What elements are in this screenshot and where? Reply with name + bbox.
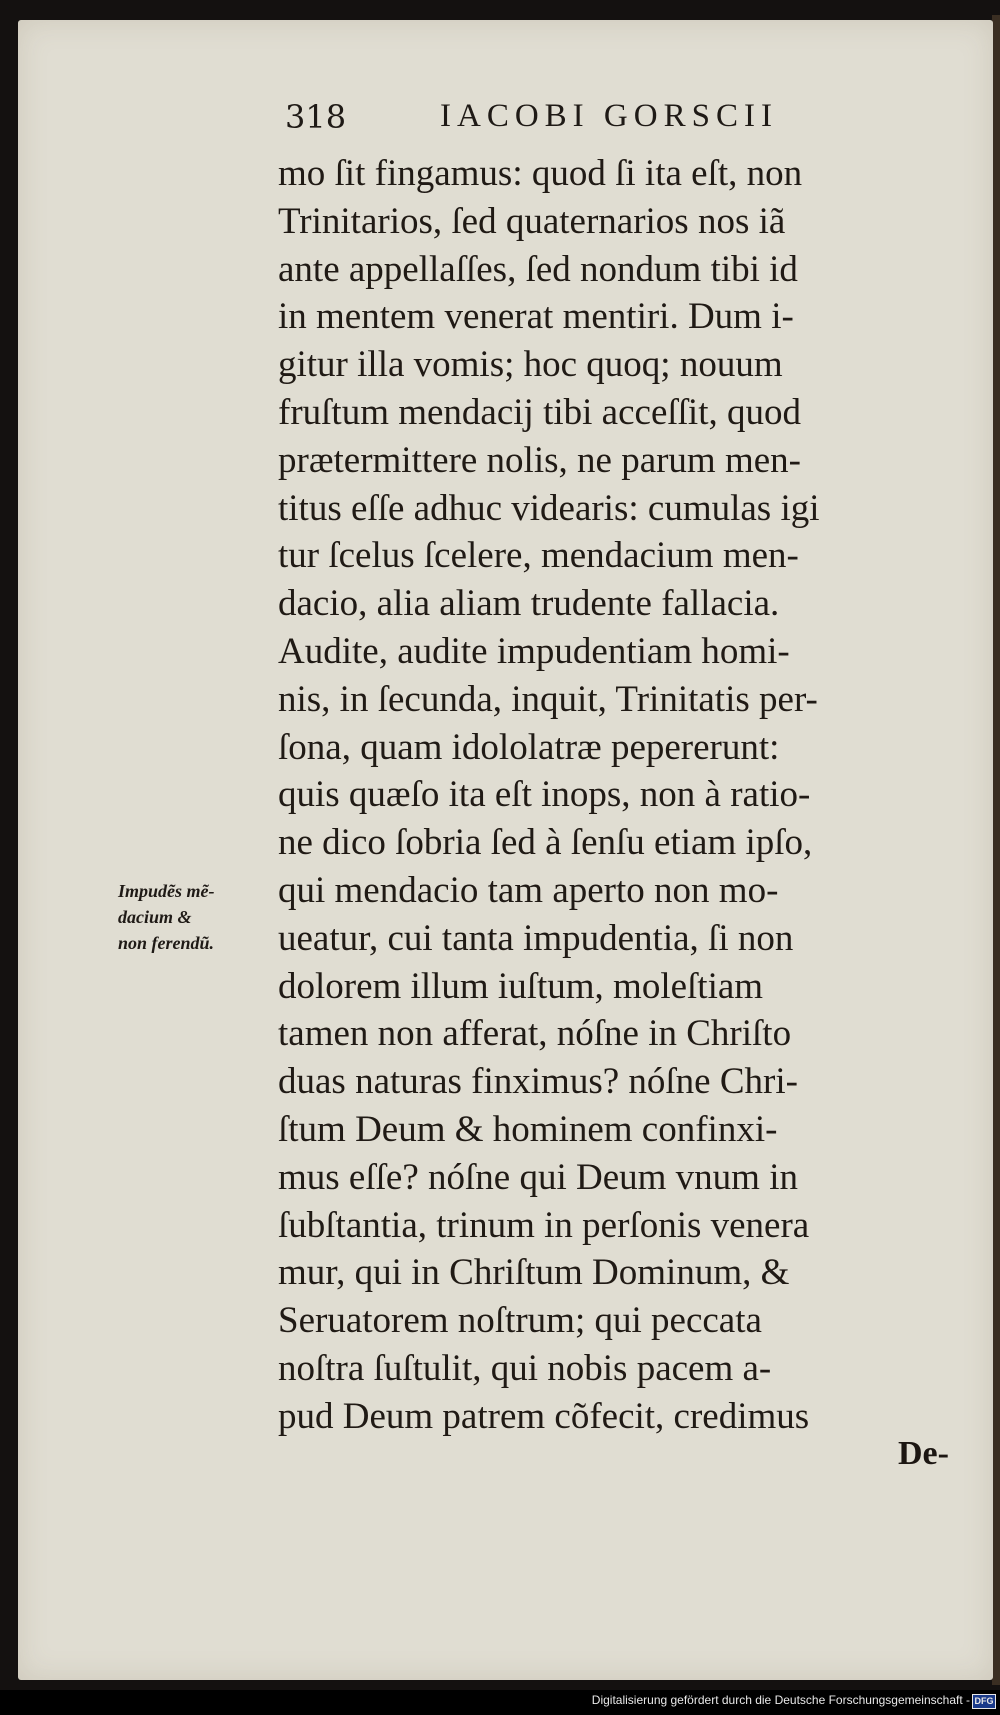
text-line: ante appellaſſes, ſed nondum tibi id xyxy=(278,248,798,290)
text-line: nis, in ſecunda, inquit, Trinitatis per- xyxy=(278,678,818,720)
footer-credit: Digitalisierung gefördert durch die Deutsche Forschungsgemeinschaft - xyxy=(591,1693,970,1707)
text-line: Audite, audite impudentiam homi- xyxy=(278,630,790,672)
text-line: duas naturas finximus? nóſne Chri- xyxy=(278,1061,798,1103)
text-line: tamen non afferat, nóſne in Chriſto xyxy=(278,1013,792,1055)
text-line: ne dico ſobria ſed à ſenſu etiam ipſo, xyxy=(278,822,813,864)
text-line: ueatur, cui tanta impudentia, ſi non xyxy=(278,917,794,959)
text-line: tur ſcelus ſcelere, mendacium men- xyxy=(278,535,799,577)
text-line: ſtum Deum & hominem confinxi- xyxy=(278,1108,778,1150)
footer-bar xyxy=(0,1690,1000,1715)
text-line: Trinitarios, ſed quaternarios nos iã xyxy=(278,200,786,242)
text-line: prætermittere nolis, ne parum men- xyxy=(278,439,801,481)
body-text xyxy=(278,150,968,1441)
page-number: 318 xyxy=(285,98,347,136)
marginal-note-line: non ferendũ. xyxy=(118,933,215,953)
marginal-note xyxy=(118,878,278,956)
text-line: mur, qui in Chriſtum Dominum, & xyxy=(278,1252,790,1294)
text-line: qui mendacio tam aperto non mo- xyxy=(278,869,779,911)
running-title: IACOBI GORSCII xyxy=(440,98,778,134)
text-line: fruſtum mendacij tibi acceſſit, quod xyxy=(278,391,801,433)
text-line: dacio, alia aliam trudente fallacia. xyxy=(278,583,780,625)
dfg-logo-icon: DFG xyxy=(972,1694,996,1709)
text-line: mo ſit fingamus: quod ſi ita eſt, non xyxy=(278,153,803,194)
text-line: mus eſſe? nóſne qui Deum vnum in xyxy=(278,1156,798,1198)
text-line: pud Deum patrem cõfecit, credimus xyxy=(278,1395,810,1437)
marginal-note-line: dacium & xyxy=(118,907,192,927)
text-line: ſona, quam idololatræ pepererunt: xyxy=(278,726,780,768)
text-line: in mentem venerat mentiri. Dum i- xyxy=(278,296,794,338)
page-header xyxy=(285,98,845,148)
text-line: dolorem illum iuſtum, moleſtiam xyxy=(278,965,764,1007)
text-line: ſubſtantia, trinum in perſonis venera xyxy=(278,1204,810,1246)
catchword: De- xyxy=(898,1435,949,1472)
text-line: Seruatorem noſtrum; qui peccata xyxy=(278,1300,762,1342)
text-line: noſtra ſuſtulit, qui nobis pacem a- xyxy=(278,1347,772,1389)
text-line: gitur illa vomis; hoc quoq; nouum xyxy=(278,344,783,386)
text-line: titus eſſe adhuc videaris: cumulas igi xyxy=(278,487,820,529)
book-edge xyxy=(992,15,1000,1685)
text-line: quis quæſo ita eſt inops, non à ratio- xyxy=(278,774,811,816)
marginal-note-line: Impudẽs mẽ- xyxy=(118,881,215,901)
